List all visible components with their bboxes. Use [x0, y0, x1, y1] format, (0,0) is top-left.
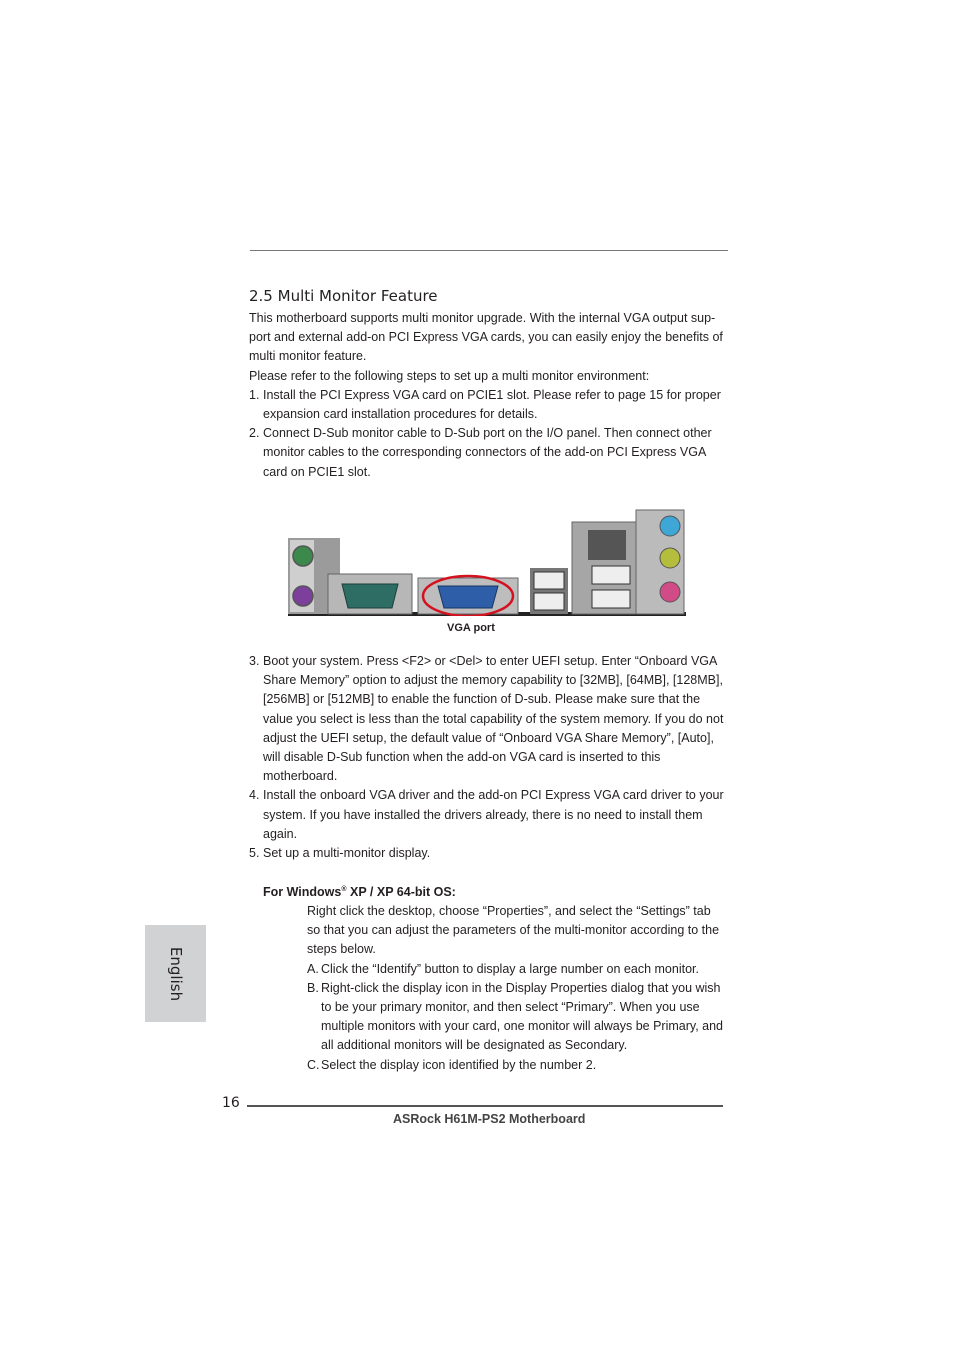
- step-item: [249, 424, 729, 482]
- footer-title: ASRock H61M-PS2 Motherboard: [393, 1112, 586, 1126]
- figure-caption: VGA port: [447, 622, 495, 634]
- step-text: Connect D-Sub monitor cable to D-Sub port on the I/O panel. Then connect other monitor cables to the corresponding connectors of the add-on PCI Express VGA card on PCIE1 slot.: [263, 426, 712, 479]
- step-text: Install the onboard VGA driver and the add-on PCI Express VGA card driver to your system. If you have installed the drivers already, there is no need to install them again.: [263, 788, 724, 841]
- intro-instruction: Please refer to the following steps to set up a multi monitor environment:: [249, 368, 650, 383]
- windows-heading: [263, 885, 456, 899]
- io-panel-photo: [288, 508, 686, 616]
- step-item: [249, 652, 729, 786]
- section-title: 2.5 Multi Monitor Feature: [249, 287, 438, 305]
- windows-item: [307, 1056, 727, 1075]
- windows-heading-suffix: XP / XP 64-bit OS:: [346, 885, 456, 899]
- steps-block: [249, 652, 729, 863]
- step-text: Install the PCI Express VGA card on PCIE1 slot. Please refer to page 15 for proper expansion card installation procedures for details.: [263, 387, 721, 422]
- windows-heading-prefix: For Windows: [263, 885, 342, 899]
- windows-item-text: Click the “Identify” button to display a large number on each monitor.: [321, 961, 699, 976]
- step-number: 2.: [249, 426, 260, 441]
- step-text: Boot your system. Press <F2> or <Del> to enter UEFI setup. Enter “Onboard VGA Share Memory” option to adjust the memory capability to [32MB], [64MB], [128MB], [256MB] or [512MB] to enable the function of D-sub. Please make sure that the value you select is less than the total capability of the system memory. If you do not adjust the UEFI setup, the default value of “Onboard VGA Share Memory”, [Auto], will disable D-Sub function when the add-on VGA card is inserted to this motherboard.: [263, 654, 724, 784]
- windows-item-label: A.: [307, 961, 319, 976]
- step-number: 4.: [249, 788, 260, 803]
- step-item: [249, 386, 729, 424]
- step-text: Set up a multi-monitor display.: [263, 846, 431, 861]
- step-number: 1.: [249, 387, 260, 402]
- language-label: English: [166, 946, 185, 1001]
- page-number: 16: [222, 1095, 240, 1111]
- windows-item-label: C.: [307, 1057, 320, 1072]
- windows-intro: Right click the desktop, choose “Properties”, and select the “Settings” tab so that you can adjust the parameters of the multi-monitor according to the steps below.: [307, 904, 720, 957]
- windows-item-text: Right-click the display icon in the Display Properties dialog that you wish to be your primary monitor, and then select “Primary”. When you use multiple monitors with your card, one monitor will always be Primary, and all additional monitors will be designated as Secondary.: [321, 980, 724, 1053]
- windows-item: [307, 979, 727, 1056]
- windows-instructions: [307, 902, 727, 1075]
- intro-block: [249, 309, 729, 482]
- header-rule: [250, 250, 728, 251]
- intro-paragraph: This motherboard supports multi monitor upgrade. With the internal VGA output sup-port and external add-on PCI Express VGA cards, you can easily enjoy the benefits of multi monitor feature.: [249, 311, 723, 364]
- registered-mark: ®: [341, 885, 347, 893]
- language-side-tab: [145, 925, 206, 1022]
- step-number: 5.: [249, 846, 260, 861]
- step-number: 3.: [249, 654, 260, 668]
- windows-item-label: B.: [307, 980, 319, 995]
- step-item: [249, 844, 729, 863]
- step-item: [249, 786, 729, 844]
- windows-item-text: Select the display icon identified by the number 2.: [321, 1057, 597, 1072]
- windows-item: [307, 960, 727, 979]
- footer-rule: [247, 1105, 723, 1107]
